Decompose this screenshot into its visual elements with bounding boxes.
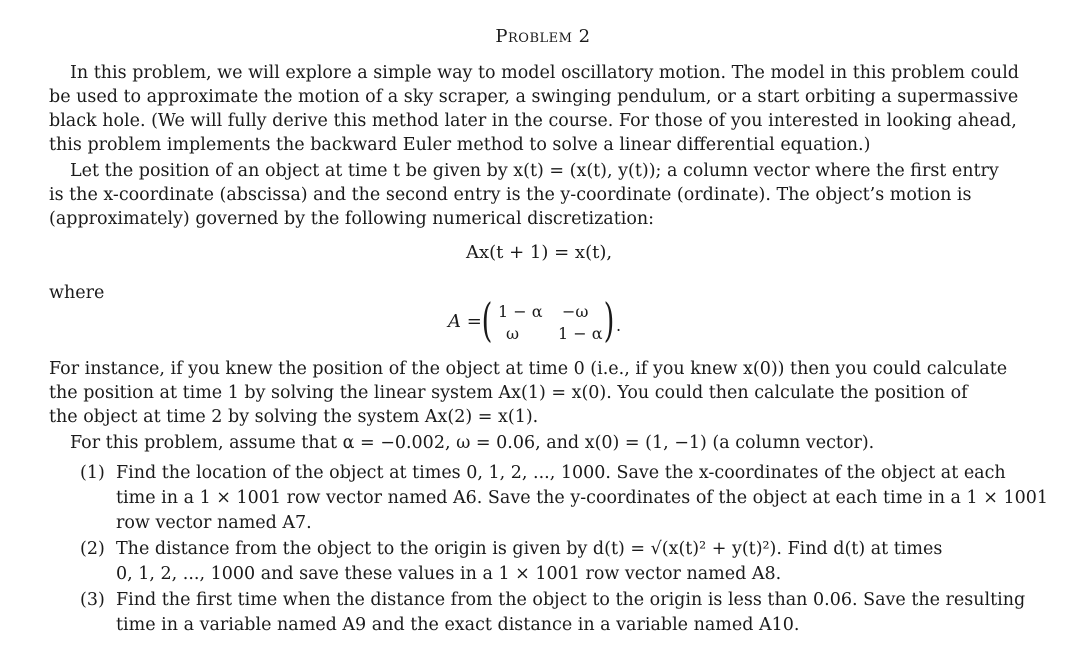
paragraph-line: the position at time 1 by solving the linear system Ax(1) = x(0). You could then calculate the position of xyxy=(49,383,968,403)
paragraph-line: For this problem, assume that α = −0.002, ω = 0.06, and x(0) = (1, −1) (a column vector). xyxy=(70,433,875,453)
paragraph-line: black hole. (We will fully derive this method later in the course. For those of you interested in looking ahead, xyxy=(49,111,1017,131)
item-line: time in a variable named A9 and the exact distance in a variable named A10. xyxy=(116,615,800,635)
matrix-cell-22: 1 − α xyxy=(558,324,603,343)
paragraph-line: is the x-coordinate (abscissa) and the second entry is the y-coordinate (ordinate). The object’s motion is xyxy=(49,185,972,205)
paragraph-line: Let the position of an object at time t be given by x(t) = (x(t), y(t)); a column vector where the first entry xyxy=(70,161,999,181)
paragraph-line: (approximately) governed by the following numerical discretization: xyxy=(49,209,655,229)
right-paren-icon: ) xyxy=(603,293,615,347)
paragraph-line: the object at time 2 by solving the system Ax(2) = x(1). xyxy=(49,407,539,427)
item-line: row vector named A7. xyxy=(116,513,312,533)
item-line: 0, 1, 2, ..., 1000 and save these values in a 1 × 1001 row vector named A8. xyxy=(116,564,782,584)
paragraph-line: be used to approximate the motion of a sky scraper, a swinging pendulum, or a start orbiting a supermassive xyxy=(49,87,1019,107)
item-line: Find the first time when the distance from the object to the origin is less than 0.06. Save the resulting xyxy=(116,590,1026,610)
item-number: (1) xyxy=(80,463,105,483)
matrix-cell-12: −ω xyxy=(562,302,589,321)
matrix-cell-11: 1 − α xyxy=(498,302,543,321)
paragraph-line: In this problem, we will explore a simple way to model oscillatory motion. The model in this problem could xyxy=(70,63,1019,83)
item-line: The distance from the object to the origin is given by d(t) = √(x(t)² + y(t)²). Find d(t) at times xyxy=(116,539,943,559)
motion-equation: Ax(t + 1) = x(t), xyxy=(466,242,613,263)
item-number: (2) xyxy=(80,539,105,559)
item-number: (3) xyxy=(80,590,105,610)
matrix-a xyxy=(448,293,638,347)
matrix-period: . xyxy=(616,316,622,335)
item-line: Find the location of the object at times 0, 1, 2, ..., 1000. Save the x-coordinates of the object at each xyxy=(116,463,1006,483)
where-label: where xyxy=(49,283,105,303)
paragraph-line: For instance, if you knew the position of the object at time 0 (i.e., if you knew x(0)) then you could calculate xyxy=(49,359,1008,379)
matrix-cell-21: ω xyxy=(506,324,520,343)
left-paren-icon: ( xyxy=(481,293,493,347)
item-line: time in a 1 × 1001 row vector named A6. Save the y-coordinates of the object at each time in a 1 × 1001 xyxy=(116,488,1049,508)
problem-title: Problem 2 xyxy=(495,26,591,47)
matrix-name: A = xyxy=(448,311,482,332)
paragraph-line: this problem implements the backward Euler method to solve a linear differential equation.) xyxy=(49,135,871,155)
